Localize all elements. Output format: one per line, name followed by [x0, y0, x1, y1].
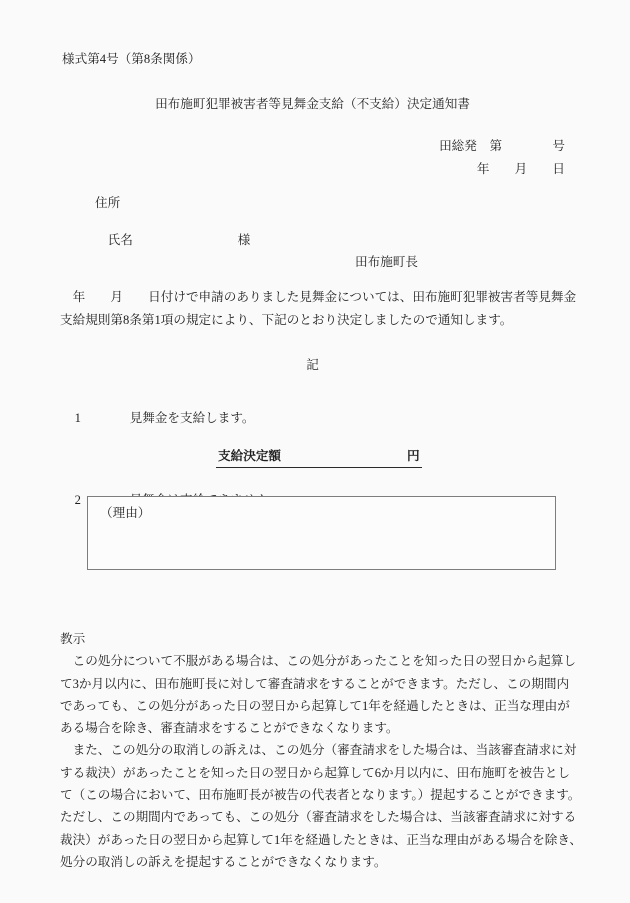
- amount-line: [60, 435, 565, 482]
- doc-number-line: 田総発 第 号: [439, 139, 565, 153]
- name-line: [95, 219, 250, 262]
- intro-line: 支給規則第8条第1項の規定により、下記のとおり決定しましたので通知します。: [60, 313, 513, 327]
- notice-line: て3か月以内に、田布施町長に対して審査請求をすることができます。ただし、この期間内: [60, 676, 570, 691]
- intro-paragraph: [60, 286, 577, 332]
- item-number: 2: [74, 493, 81, 508]
- notice-line: ただし、この期間内であっても、この処分（審査請求をした場合は、当該審査請求に対する: [60, 810, 577, 825]
- item-text: 見舞金を支給します。: [129, 411, 255, 426]
- amount-unit: 円: [406, 449, 420, 464]
- name-label: 氏名: [107, 233, 133, 248]
- notice-line: て（この場合において、田布施町長が被告の代表者となります。）提起することができます。: [60, 788, 581, 803]
- notice-line: また、この処分の取消しの訴えは、この処分（審査請求をした場合は、当該審査請求に対: [60, 743, 577, 758]
- notice-line: 裁決）があった日の翌日から起算して1年を経過したときは、正当な理由がある場合を除き、: [60, 832, 583, 847]
- honorific: 様: [237, 233, 251, 248]
- amount-underline: [216, 449, 422, 467]
- notice-heading: 教示: [60, 632, 86, 646]
- reason-box: [87, 496, 556, 570]
- notice-section: [60, 628, 583, 873]
- notice-line: ある場合を除き、審査請求をすることができなくなります。: [60, 721, 399, 736]
- item-1: [62, 397, 255, 440]
- form-number: 様式第4号（第8条関係）: [62, 52, 201, 66]
- sender: 田布施町長: [355, 255, 418, 269]
- address-label: 住所: [95, 196, 121, 210]
- reason-label: （理由）: [100, 506, 151, 520]
- amount-label: 支給決定額: [218, 449, 282, 464]
- notice-line: であっても、この処分があった日の翌日から起算して1年を経過したときは、正当な理由が: [60, 698, 570, 713]
- notice-line: する裁決）があったことを知った日の翌日から起算して6か月以内に、田布施町を被告とし: [60, 765, 570, 780]
- document-title: 田布施町犯罪被害者等見舞金支給（不支給）決定通知書: [155, 97, 470, 111]
- notice-line: 処分の取消しの訴えを提起することができなくなります。: [60, 854, 387, 869]
- record-marker: 記: [306, 358, 319, 372]
- date-line: 年 月 日: [476, 162, 565, 176]
- amount-blank: [281, 449, 407, 463]
- notice-line: この処分について不服がある場合は、この処分があったことを知った日の翌日から起算し: [60, 654, 576, 669]
- intro-line: 年 月 日付けで申請のありました見舞金については、田布施町犯罪被害者等見舞金: [60, 290, 577, 304]
- item-number: 1: [74, 411, 81, 426]
